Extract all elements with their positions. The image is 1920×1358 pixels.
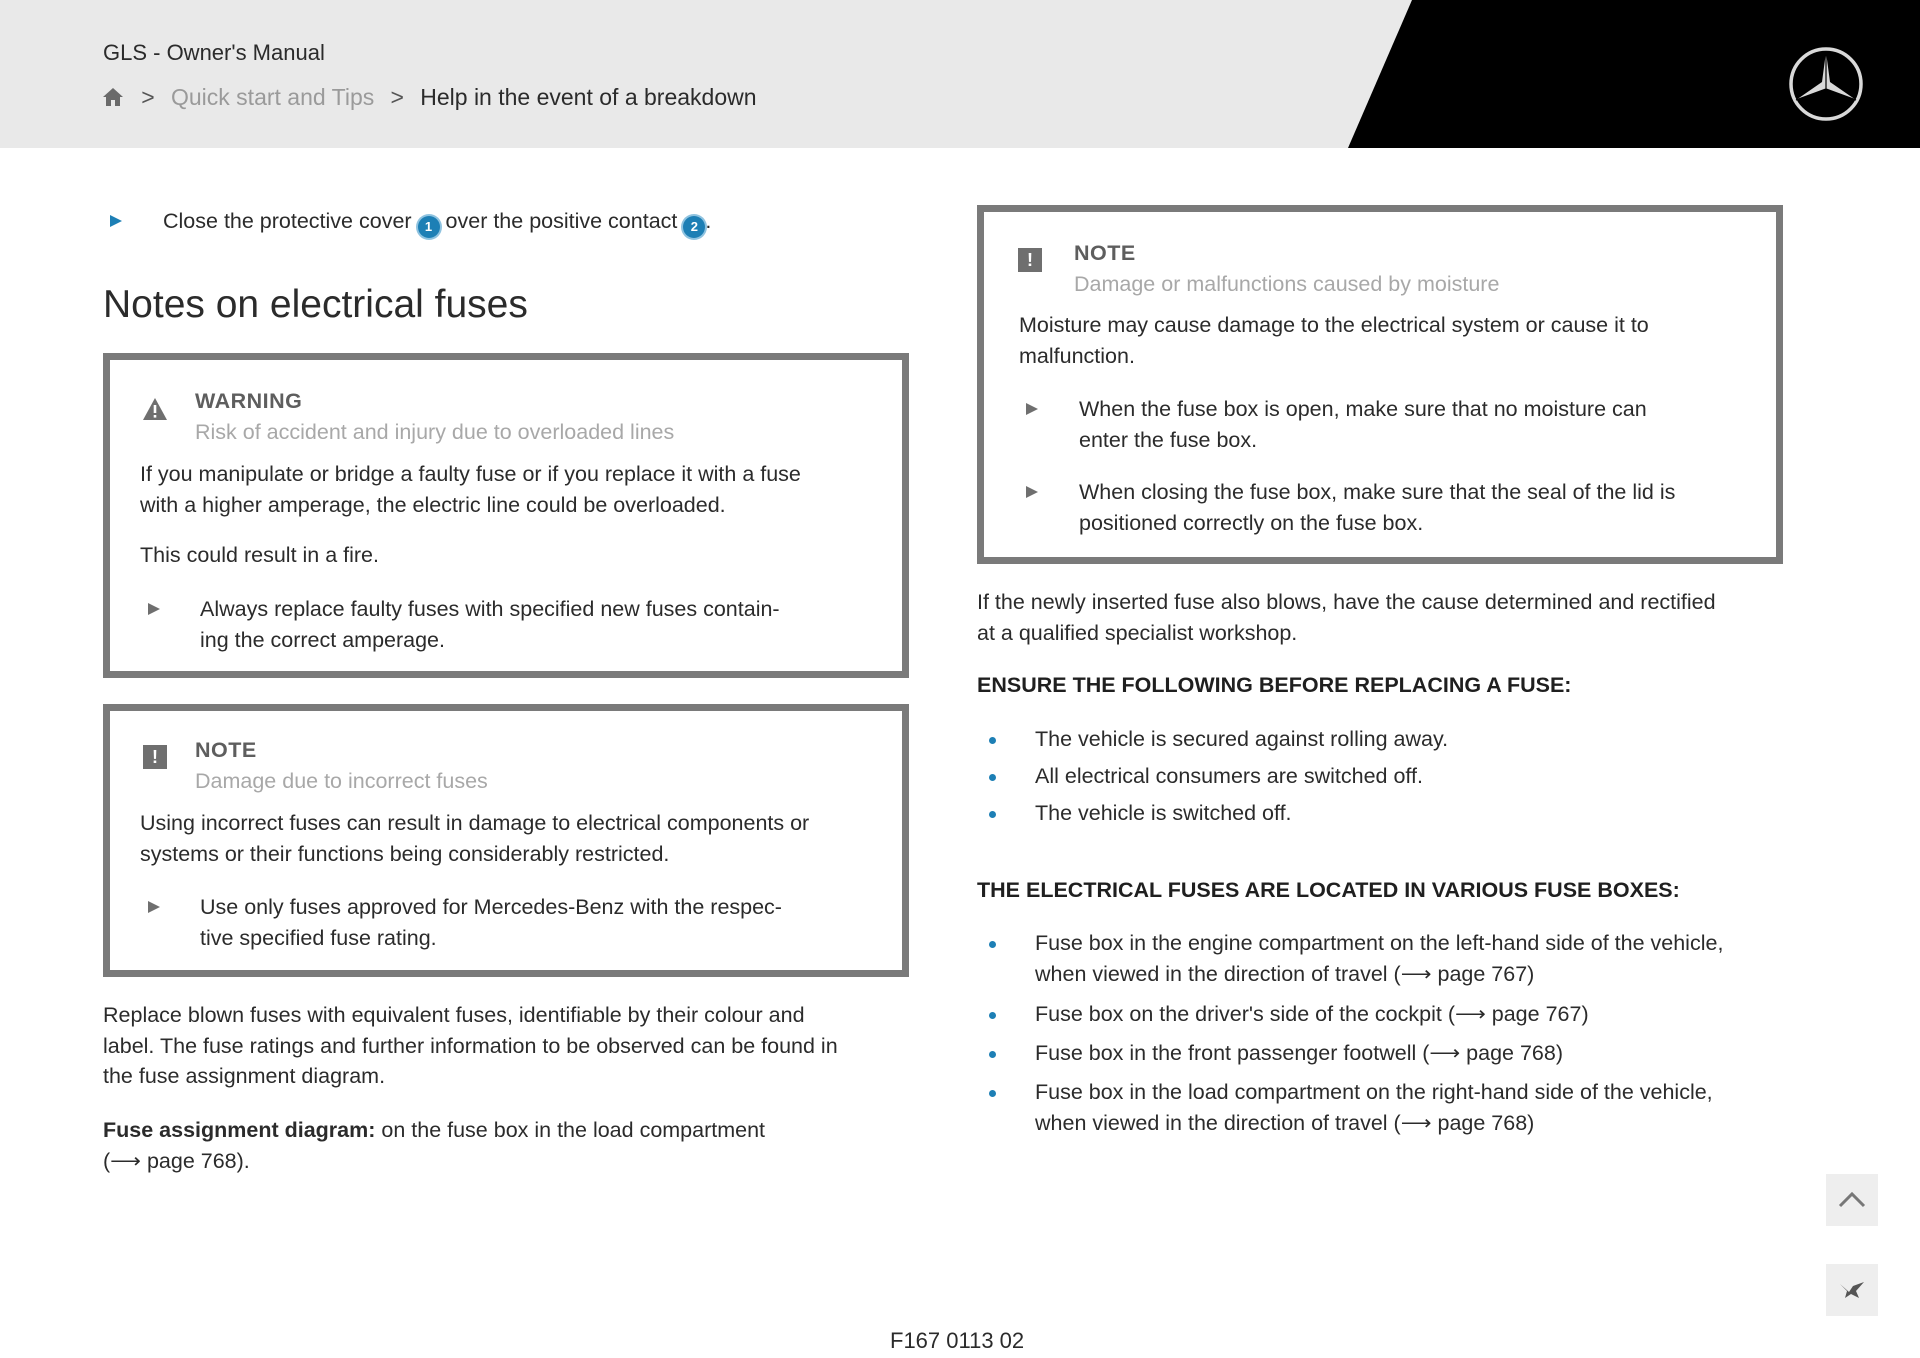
text-line: Use only fuses approved for Mercedes-Benz with the respec- (200, 895, 782, 919)
warning-step (200, 594, 780, 655)
text-line: with a higher amperage, the electric line could be overloaded. (140, 492, 726, 517)
note-step-1 (1079, 394, 1647, 455)
list-item: The vehicle is switched off. (1035, 801, 1292, 825)
text-line: Using incorrect fuses can result in damage to electrical components or (140, 811, 810, 835)
page-link-768[interactable]: (⟶ page 768). (103, 1148, 250, 1173)
intro-step (163, 206, 711, 238)
intro-step-text: over the positive contact (445, 209, 678, 233)
text-line: Moisture may cause damage to the electrical system or cause it to (1019, 313, 1649, 337)
text-line: Fuse box in the engine compartment on the left-hand side of the vehicle, (1035, 931, 1724, 955)
home-icon[interactable] (101, 85, 125, 109)
image-code: F167 0113 02 (890, 1328, 1025, 1353)
text-line: systems or their functions being considerably restricted. (140, 841, 670, 866)
callout-badge-1: 1 (418, 216, 440, 238)
text-line: Replace blown fuses with equivalent fuses, identifiable by their colour and (103, 1003, 805, 1027)
note-exclamation-icon: ! (1018, 248, 1042, 272)
breadcrumb-current: Help in the event of a breakdown (420, 83, 757, 110)
breadcrumb (101, 82, 757, 112)
text-line: label. The fuse ratings and further information to be observed can be found in (103, 1033, 838, 1058)
callout-badge-2: 2 (683, 216, 705, 238)
feedback-button[interactable] (1826, 1264, 1878, 1316)
intro-step-text: . (705, 209, 712, 233)
warning-para-1 (140, 459, 801, 520)
step-arrow-icon (148, 603, 160, 615)
warning-subtitle: Risk of accident and injury due to overloaded lines (195, 420, 675, 444)
text-line: positioned correctly on the fuse box. (1079, 510, 1424, 535)
bullet-dot (989, 1012, 996, 1019)
list-item: All electrical consumers are switched off. (1035, 764, 1423, 788)
note-exclamation-icon: ! (143, 745, 167, 769)
text-line: on the fuse box in the load compartment (375, 1118, 766, 1142)
breadcrumb-separator: > (141, 83, 155, 110)
note-subtitle: Damage due to incorrect fuses (195, 769, 488, 793)
step-arrow-icon (148, 901, 160, 913)
fuse-diagram-label: Fuse assignment diagram: (103, 1118, 376, 1142)
step-arrow-icon (1026, 403, 1038, 415)
list-item (1035, 928, 1723, 989)
fuse-diagram-paragraph (103, 1115, 765, 1176)
breadcrumb-quick-start[interactable]: Quick start and Tips (171, 83, 375, 110)
text-line: When the fuse box is open, make sure that no moisture can (1079, 397, 1647, 421)
note-title: NOTE (1074, 241, 1136, 265)
text-line: ing the correct amperage. (200, 627, 445, 652)
warning-para-2: This could result in a fire. (140, 543, 379, 567)
replace-fuses-paragraph (103, 1000, 838, 1092)
note-box-incorrect-fuses (103, 704, 909, 977)
ensure-heading: ENSURE THE FOLLOWING BEFORE REPLACING A FUSE: (977, 673, 1572, 697)
list-item: Fuse box in the front passenger footwell (⟶ page 768) (1035, 1041, 1564, 1065)
breadcrumb-separator: > (390, 83, 404, 110)
text-line: tive specified fuse rating. (200, 925, 437, 950)
note-step-2 (1079, 477, 1675, 538)
list-item: Fuse box on the driver's side of the cockpit (⟶ page 767) (1035, 1002, 1589, 1026)
warning-box (103, 353, 909, 678)
scroll-up-button[interactable] (1826, 1174, 1878, 1226)
bullet-dot (989, 774, 996, 781)
warning-triangle-icon (142, 397, 168, 421)
text-line: If you manipulate or bridge a faulty fuse or if you replace it with a fuse (140, 462, 801, 486)
chevron-up-icon (1837, 1190, 1867, 1210)
section-title: Notes on electrical fuses (103, 283, 528, 326)
text-line: the fuse assignment diagram. (103, 1064, 386, 1088)
note-title: NOTE (195, 738, 257, 762)
page-link-767[interactable]: when viewed in the direction of travel (⟶ page 767) (1035, 961, 1535, 986)
note-step (200, 892, 782, 953)
text-line: Fuse box in the load compartment on the right-hand side of the vehicle, (1035, 1080, 1713, 1104)
list-item: The vehicle is secured against rolling away. (1035, 727, 1449, 751)
bullet-dot (989, 737, 996, 744)
bullet-dot (989, 941, 996, 948)
step-arrow-icon (1026, 486, 1038, 498)
bullet-dot (989, 1090, 996, 1097)
bird-icon (1837, 1278, 1867, 1302)
text-line: When closing the fuse box, make sure that the seal of the lid is (1079, 480, 1676, 504)
located-heading: THE ELECTRICAL FUSES ARE LOCATED IN VARIOUS FUSE BOXES: (977, 878, 1680, 902)
warning-title: WARNING (195, 389, 303, 413)
text-line: Always replace faulty fuses with specified new fuses contain- (200, 597, 780, 621)
step-arrow-icon (110, 215, 122, 227)
text-line: If the newly inserted fuse also blows, have the cause determined and rectified (977, 590, 1716, 614)
note-para (1019, 310, 1649, 371)
text-line: malfunction. (1019, 343, 1135, 368)
note-subtitle: Damage or malfunctions caused by moisture (1074, 272, 1500, 296)
note-para (140, 808, 809, 869)
page-link-768[interactable]: when viewed in the direction of travel (⟶ page 768) (1035, 1110, 1535, 1135)
bullet-dot (989, 811, 996, 818)
fuse-blows-paragraph (977, 587, 1716, 648)
doc-title: GLS - Owner's Manual (103, 40, 325, 65)
bullet-dot (989, 1051, 996, 1058)
note-box-moisture (977, 205, 1783, 564)
page-header (0, 0, 1920, 148)
mercedes-star-icon[interactable] (1787, 45, 1865, 123)
text-line: enter the fuse box. (1079, 427, 1258, 452)
intro-step-text: Close the protective cover (163, 209, 412, 233)
text-line: at a qualified specialist workshop. (977, 620, 1298, 645)
list-item (1035, 1077, 1713, 1138)
